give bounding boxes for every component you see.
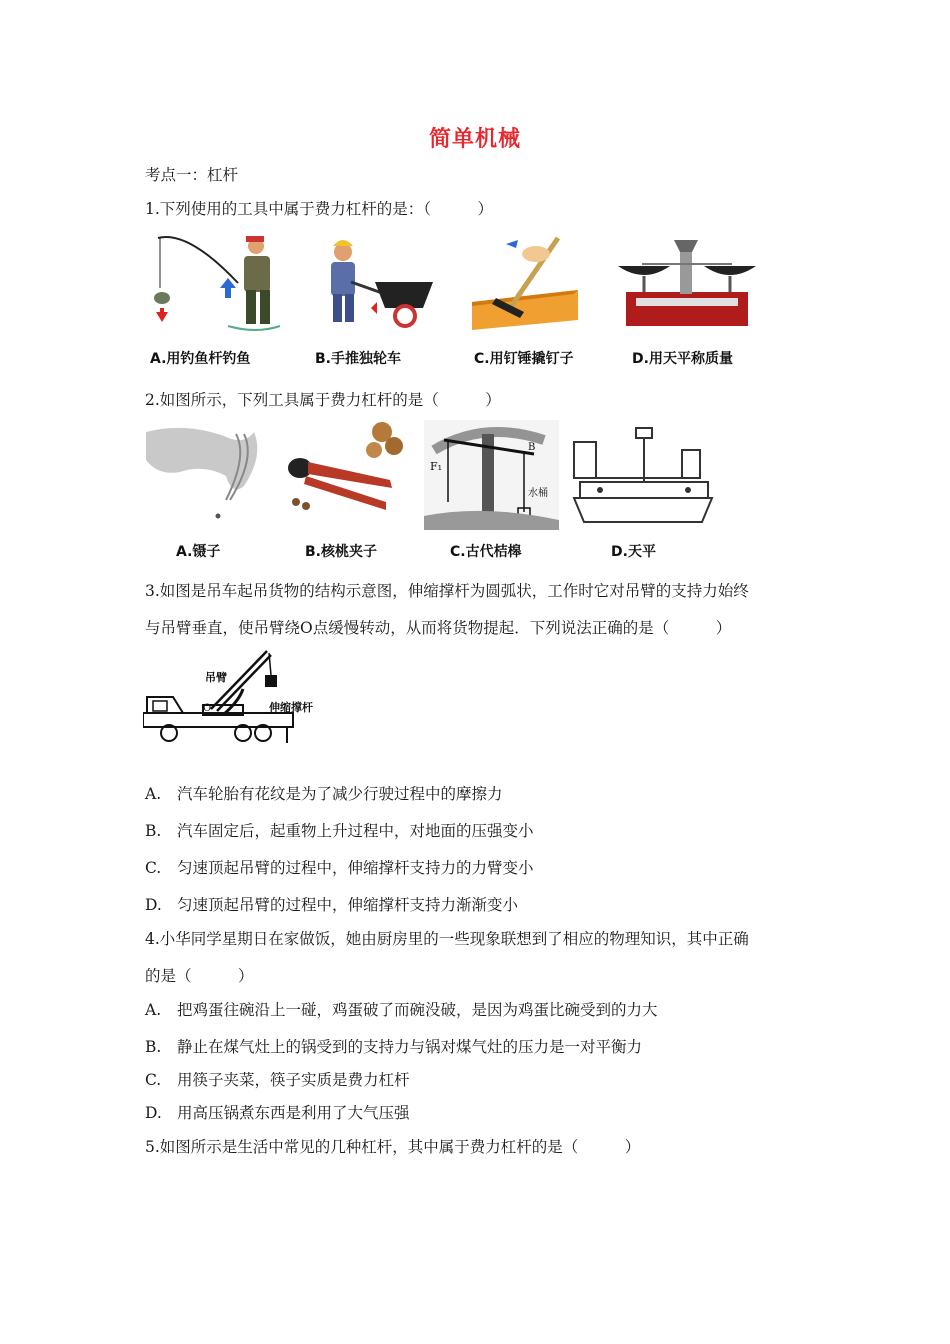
- q3-label-arm: 吊臂: [205, 671, 227, 684]
- q3-option-a[interactable]: [145, 782, 503, 804]
- option-letter: C.: [145, 1071, 162, 1089]
- q1-figure-c-claw-hammer: [466, 232, 586, 332]
- q2-figure-a-tweezers: [144, 416, 269, 531]
- option-text: 用高压锅煮东西是利用了大气压强: [177, 1104, 410, 1122]
- q3-label-o: O: [203, 703, 212, 714]
- q2-caption-b: B.核桃夹子: [305, 544, 377, 560]
- q1-caption-a: A.用钓鱼杆钓鱼: [150, 351, 251, 367]
- q4-option-b[interactable]: [145, 1035, 642, 1057]
- page-title: 简单机械: [428, 126, 521, 152]
- q3-label-strut: 伸缩撑杆: [269, 701, 313, 714]
- option-text: 用筷子夹菜，筷子实质是费力杠杆: [177, 1071, 410, 1089]
- q3-option-b[interactable]: [145, 819, 534, 841]
- option-letter: D.: [145, 896, 162, 914]
- q2-figure-d-balance: [570, 422, 715, 532]
- q1-caption-d: D.用天平称质量: [632, 351, 733, 367]
- option-text: 匀速顶起吊臂的过程中，伸缩撑杆支持力渐渐变小: [177, 896, 519, 914]
- q3-stem-line1: 3.如图是吊车起吊货物的结构示意图，伸缩撑杆为圆弧状，工作时它对吊臂的支持力始终: [145, 582, 749, 600]
- q3-stem-line2: 与吊臂垂直，使吊臂绕O点缓慢转动，从而将货物提起．下列说法正确的是（ ）: [145, 619, 732, 637]
- option-text: 把鸡蛋往碗沿上一碰，鸡蛋破了而碗没破，是因为鸡蛋比碗受到的力大: [177, 1001, 658, 1019]
- q2-caption-c: C.古代桔槔: [450, 544, 522, 560]
- q4-option-a[interactable]: [145, 998, 658, 1020]
- q2-caption-a: A.镊子: [176, 544, 221, 560]
- q2-caption-d: D.天平: [611, 544, 656, 560]
- q2-label-bucket: 水桶: [528, 488, 548, 499]
- option-letter: C.: [145, 859, 162, 877]
- q2-stem: 2.如图所示，下列工具属于费力杠杆的是（ ）: [145, 391, 501, 409]
- q4-option-c[interactable]: [145, 1068, 410, 1090]
- q4-stem-line1: 4.小华同学星期日在家做饭，她由厨房里的一些现象联想到了相应的物理知识，其中正确: [145, 930, 749, 948]
- q3-option-c[interactable]: [145, 856, 534, 878]
- q1-caption-c: C.用钉锤撬钉子: [474, 351, 574, 367]
- q4-option-d[interactable]: [145, 1101, 410, 1123]
- option-text: 静止在煤气灶上的锅受到的支持力与锅对煤气灶的压力是一对平衡力: [177, 1038, 643, 1056]
- q2-figure-b-nutcracker: [282, 416, 407, 526]
- option-letter: D.: [145, 1104, 162, 1122]
- q3-option-d[interactable]: [145, 893, 518, 915]
- q1-figure-a-fishing: [148, 228, 283, 338]
- q1-stem: 1.下列使用的工具中属于费力杠杆的是：（ ）: [145, 200, 494, 218]
- q1-caption-b: B.手推独轮车: [315, 351, 401, 367]
- option-letter: B.: [145, 1038, 162, 1056]
- option-letter: A.: [145, 785, 162, 803]
- option-text: 汽车固定后，起重物上升过程中，对地面的压强变小: [177, 822, 534, 840]
- q2-figure-c-shadoof: [424, 420, 559, 530]
- q2-label-f1: F₁: [430, 460, 443, 473]
- option-text: 汽车轮胎有花纹是为了减少行驶过程中的摩擦力: [177, 785, 503, 803]
- q4-stem-line2: 的是（ ）: [145, 967, 254, 985]
- q1-figure-d-balance: [614, 232, 759, 332]
- option-text: 匀速顶起吊臂的过程中，伸缩撑杆支持力的力臂变小: [177, 859, 534, 877]
- option-letter: A.: [145, 1001, 162, 1019]
- q1-figure-b-wheelbarrow: [305, 232, 440, 332]
- option-letter: B.: [145, 822, 162, 840]
- q2-label-b: B: [528, 442, 536, 453]
- section-heading: 考点一：杠杆: [145, 166, 239, 184]
- q5-stem: 5.如图所示是生活中常见的几种杠杆，其中属于费力杠杆的是（ ）: [145, 1138, 641, 1156]
- q3-figure-crane: [143, 645, 328, 755]
